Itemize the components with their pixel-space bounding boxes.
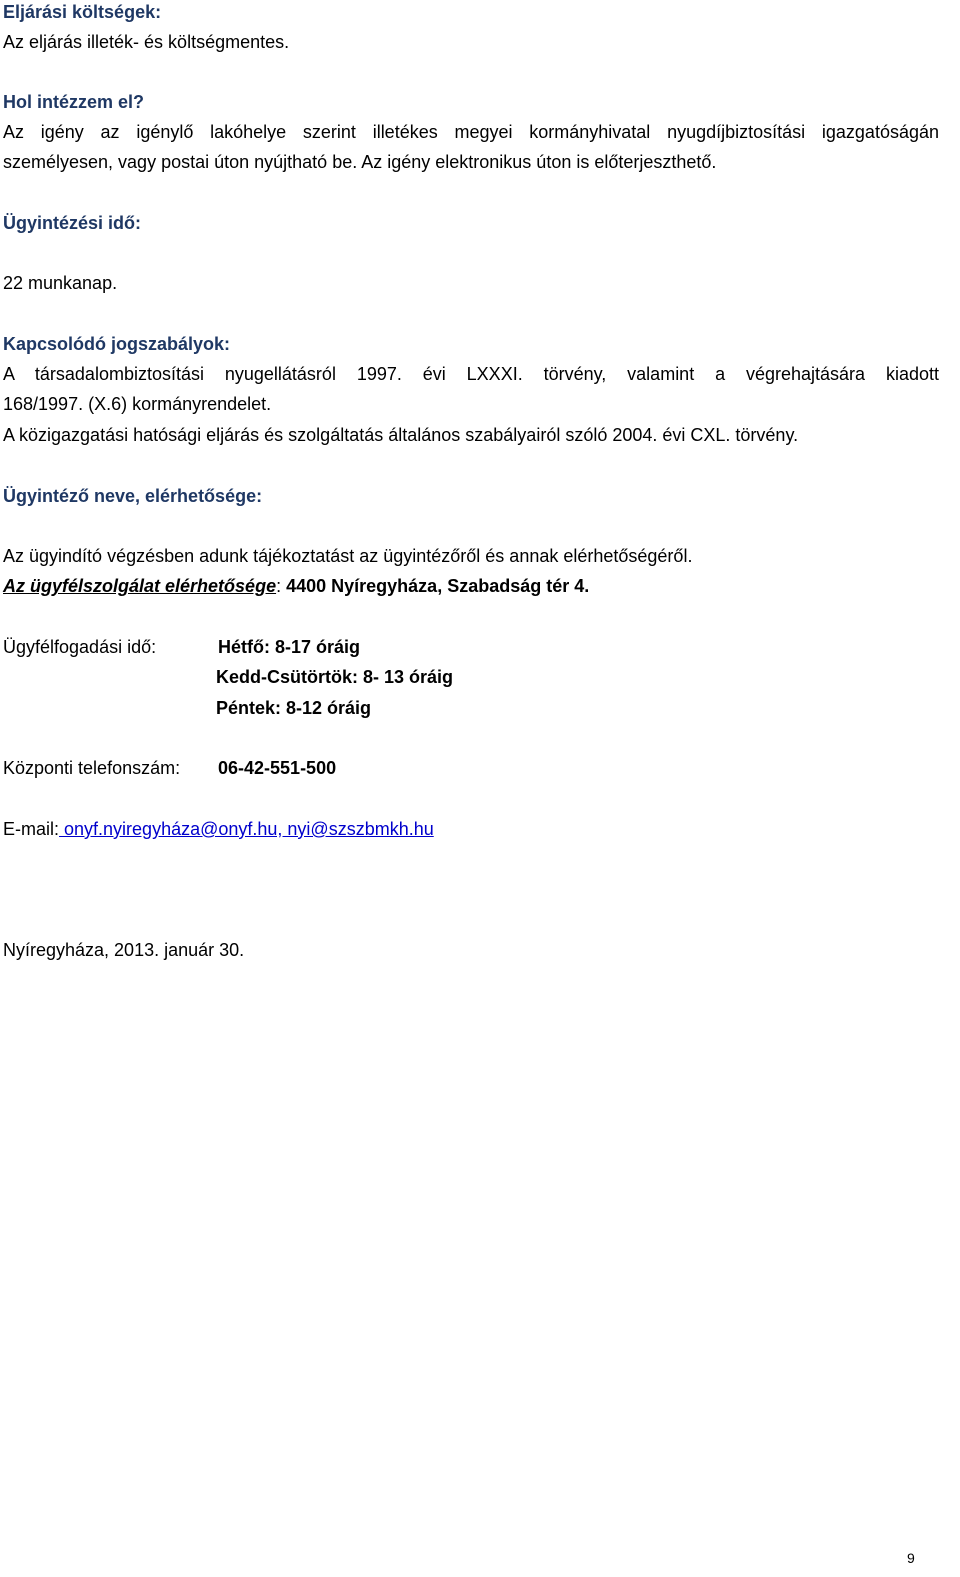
hours-tue-thu: Kedd-Csütörtök: 8- 13 óráig <box>216 667 454 687</box>
legislation-line-3: A közigazgatási hatósági eljárás és szolgáltatás általános szabályairól szóló 2004. évi CXL. törvény. <box>3 425 799 445</box>
hours-label: Ügyfélfogadási idő: <box>3 637 157 657</box>
where-text-line-2: személyesen, vagy postai úton nyújtható be. Az igény elektronikus úton is előterjeszthető. <box>3 152 717 172</box>
where-heading: Hol intézzem el? <box>3 92 145 112</box>
where-text-line-1: Az igény az igénylő lakóhelye szerint illetékes megyei kormányhivatal nyugdíjbiztosítási igazgatóságán <box>3 122 939 142</box>
email-link[interactable]: onyf.nyiregyháza@onyf.hu, nyi@szszbmkh.hu <box>59 819 434 839</box>
costs-text: Az eljárás illeték- és költségmentes. <box>3 32 290 52</box>
hours-friday: Péntek: 8-12 óráig <box>216 698 372 718</box>
hours-monday: Hétfő: 8-17 óráig <box>218 637 361 657</box>
phone-label: Központi telefonszám: <box>3 758 181 778</box>
officer-heading: Ügyintéző neve, elérhetősége: <box>3 486 263 506</box>
signature-place-date: Nyíregyháza, 2013. január 30. <box>3 940 245 960</box>
legislation-line-2: 168/1997. (X.6) kormányrendelet. <box>3 394 272 414</box>
office-address: 4400 Nyíregyháza, Szabadság tér 4. <box>281 576 590 596</box>
processing-time-value: 22 munkanap. <box>3 273 118 293</box>
legislation-heading: Kapcsolódó jogszabályok: <box>3 334 231 354</box>
email-label: E-mail: <box>3 819 60 839</box>
email-row <box>3 818 434 840</box>
office-label: Az ügyfélszolgálat elérhetősége <box>3 576 277 596</box>
page-number: 9 <box>907 1550 915 1566</box>
phone-value: 06-42-551-500 <box>218 758 337 778</box>
office-contact <box>3 575 589 597</box>
officer-text: Az ügyindító végzésben adunk tájékoztatást az ügyintézőről és annak elérhetőségéről. <box>3 546 693 566</box>
costs-heading: Eljárási költségek: <box>3 2 162 22</box>
processing-time-heading: Ügyintézési idő: <box>3 213 142 233</box>
office-label-colon: : <box>276 576 282 596</box>
legislation-line-1: A társadalombiztosítási nyugellátásról 1997. évi LXXXI. törvény, valamint a végrehajtására kiadott <box>3 364 939 384</box>
